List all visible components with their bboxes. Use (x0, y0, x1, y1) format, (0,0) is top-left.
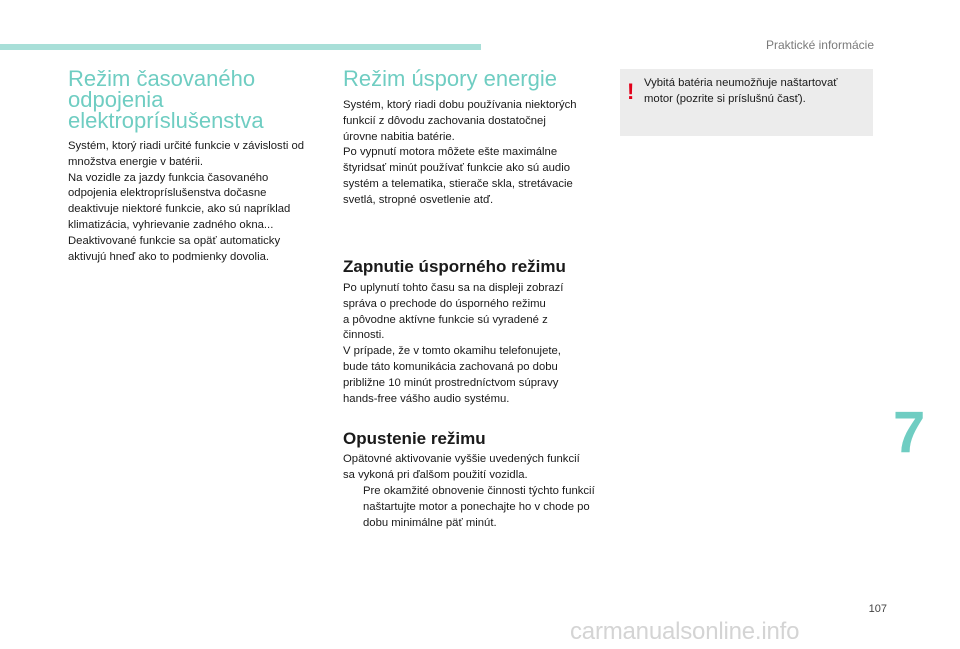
heading-energy-saving: Režim úspory energie (343, 66, 557, 91)
top-accent-bar (0, 44, 481, 50)
action-instruction-text: Pre okamžité obnovenie činnosti týchto funkcií naštartujte motor a ponechajte ho v chode po dobu minimálne päť minút. (363, 485, 595, 529)
warning-icon: ! (627, 79, 635, 104)
heading-exit-mode: Opustenie režimu (343, 429, 486, 448)
paragraph-exit-mode: Opätovné aktivovanie vyššie uvedených funkcií sa vykoná pri ďalšom použití vozidla. (343, 453, 580, 481)
paragraph-delayed-disconnect: Systém, ktorý riadi určité funkcie v závislosti od množstva energie v batérii. Na vozidle za jazdy funkcia časovaného odpojenia elektropríslušenstva dočasne deaktivuje niektoré funkcie, ako sú napríklad klimatizácia, vyhrievanie zadného okna... Deaktivované funkcie sa opäť automaticky aktivujú hneď ako to podmienky dovolia. (68, 140, 305, 263)
action-instruction (343, 484, 601, 531)
paragraph-energy-saving: Systém, ktorý riadi dobu používania niektorých funkcií z dôvodu zachovania dostatočnej úrovne nabitia batérie. Po vypnutí motora môžete ešte maximálne štyridsať minút používať funkcie ako sú audio systém a telematika, stierače skla, stretávacie svetlá, stropné osvetlenie atď. (343, 99, 577, 206)
chapter-number: 7 (893, 400, 926, 465)
watermark: carmanualsonline.info (570, 618, 800, 645)
heading-delayed-disconnect: Režim časovaného odpojenia elektropríslušenstva (68, 66, 264, 133)
paragraph-activation: Po uplynutí tohto času sa na displeji zobrazí správa o prechode do úsporného režimu a pôvodne aktívne funkcie sú vyradené z činnosti. V prípade, že v tomto okamihu telefonujete, bude táto komunikácia zachovaná po dobu približne 10 minút prostredníctvom súpravy hands-free vášho audio systému. (343, 282, 564, 405)
page-number: 107 (868, 603, 887, 615)
section-title: Praktické informácie (765, 38, 874, 52)
heading-activation: Zapnutie úsporného režimu (343, 257, 566, 276)
warning-text: Vybitá batéria neumožňuje naštartovať motor (pozrite si príslušnú časť). (644, 77, 838, 105)
